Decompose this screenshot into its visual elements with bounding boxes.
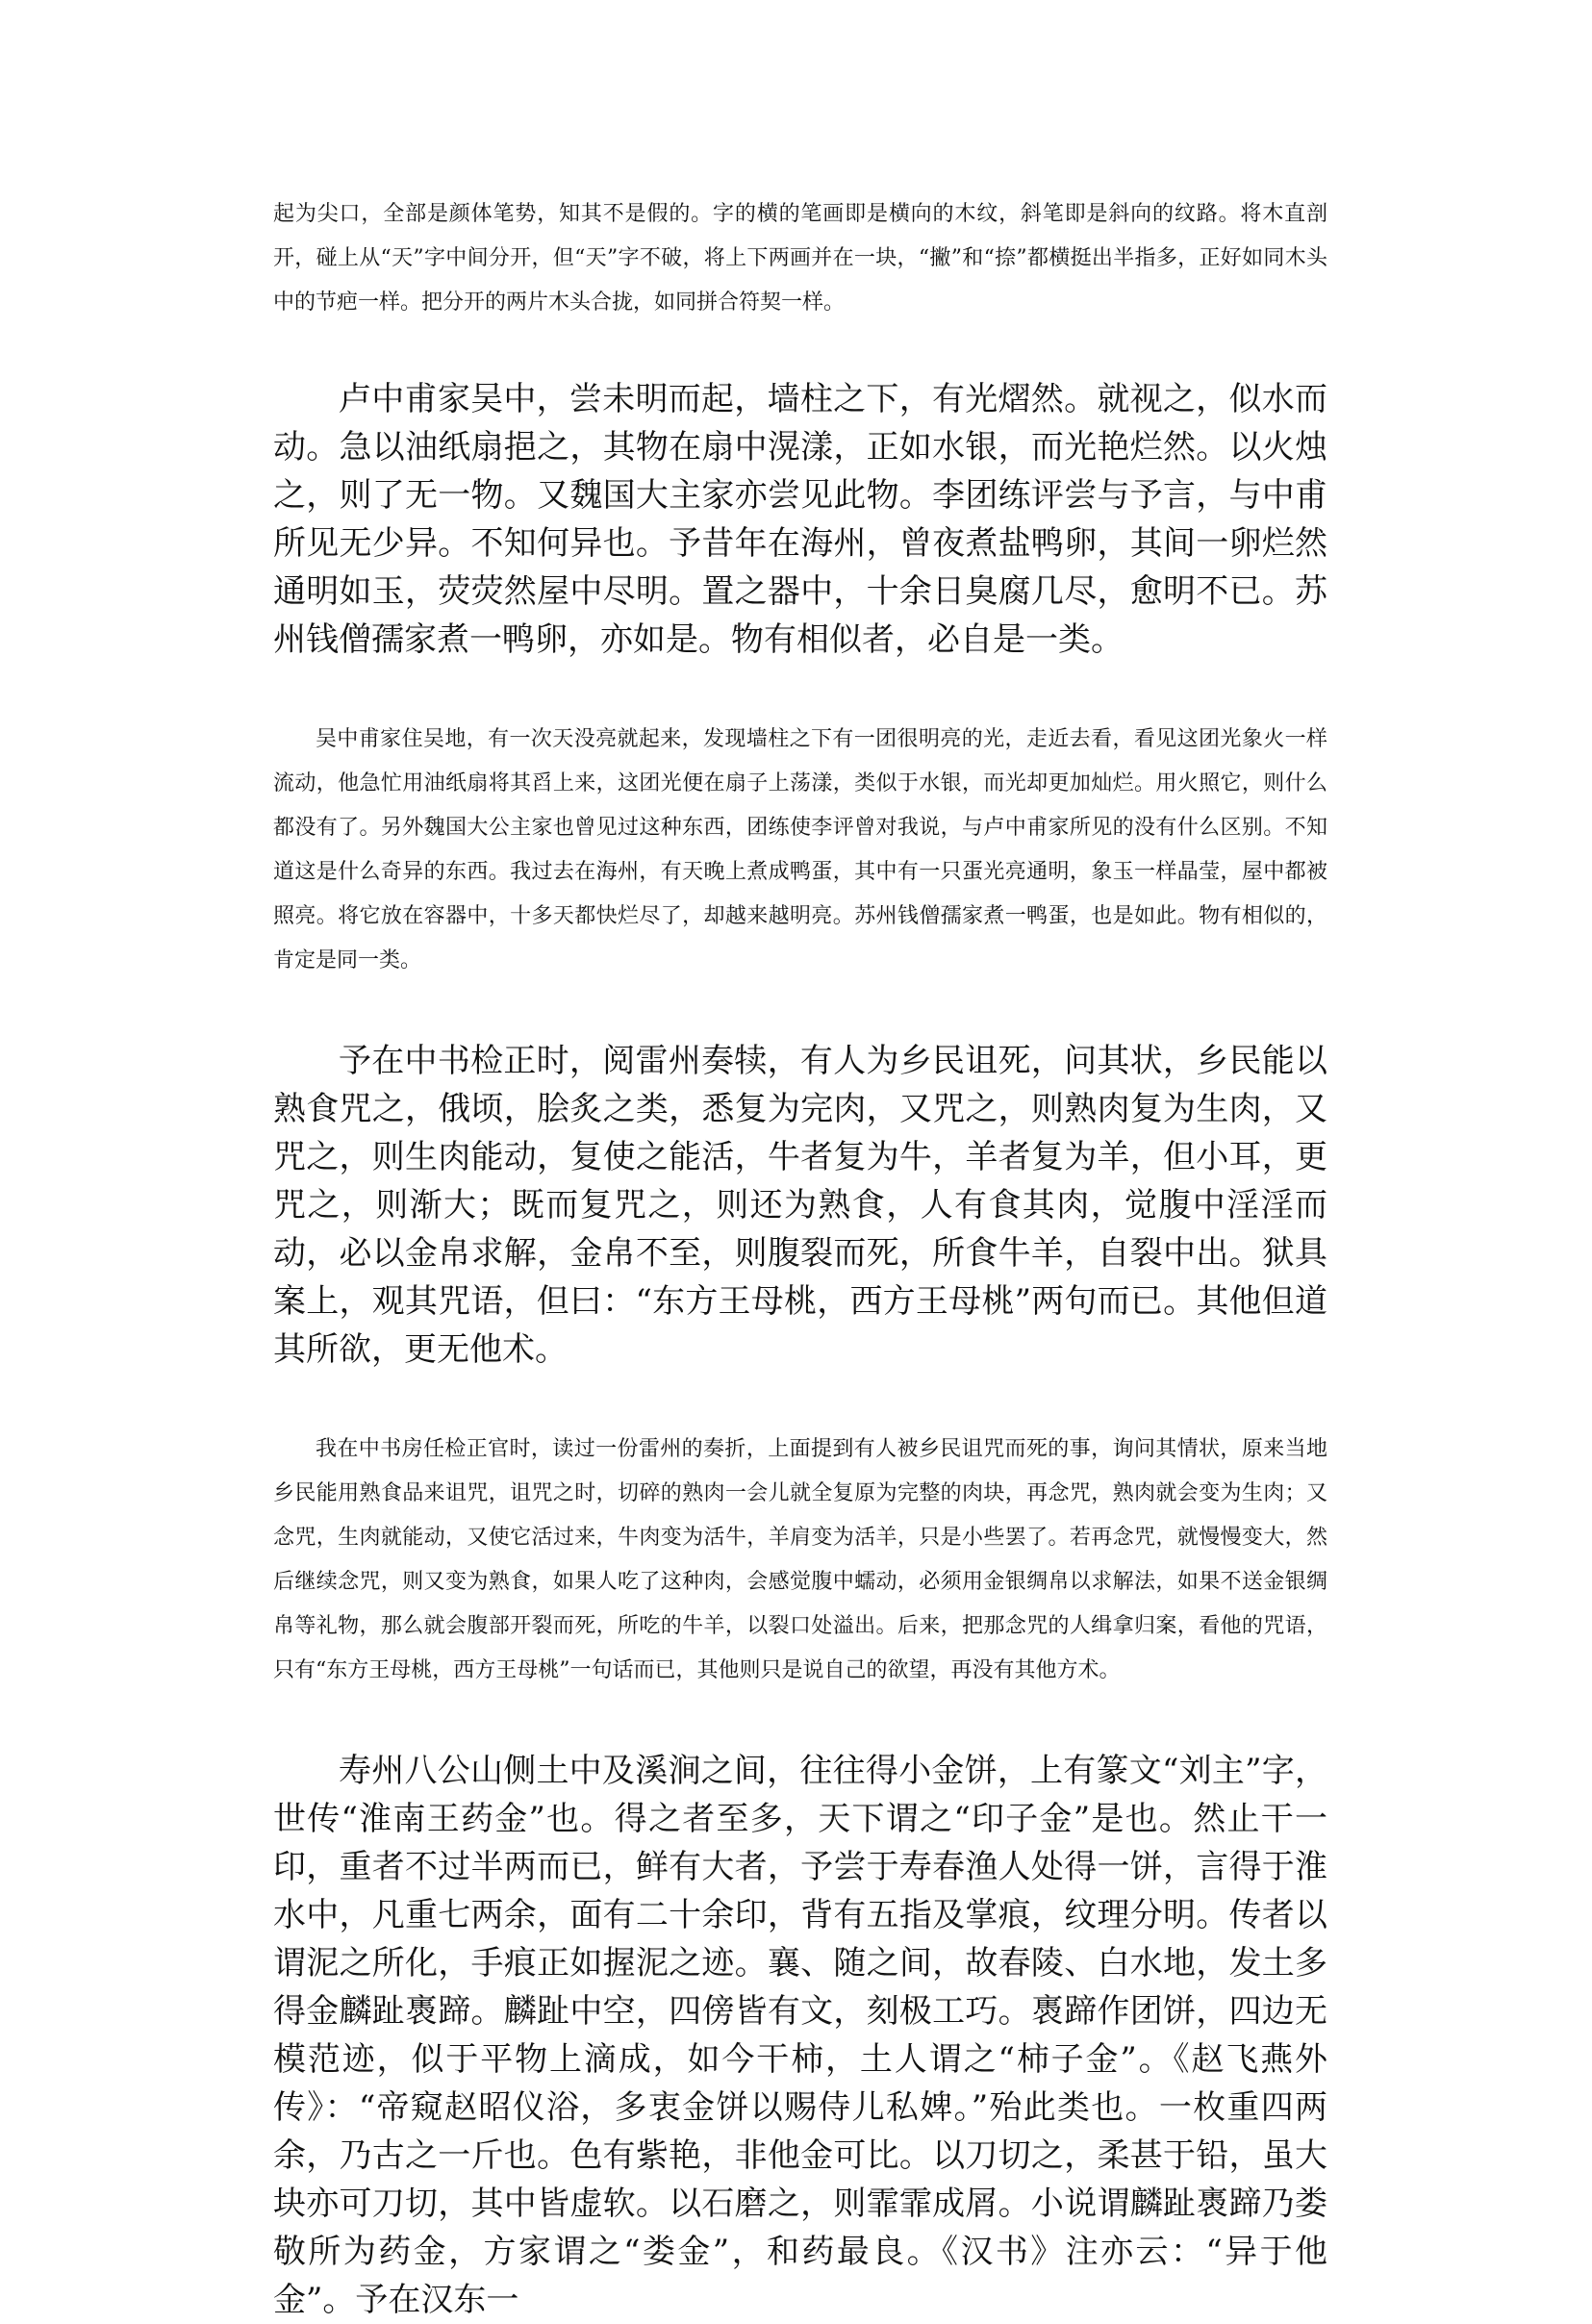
translation-paragraph-2: 吴中甫家住吴地，有一次天没亮就起来，发现墙柱之下有一团很明亮的光，走近去看，看见这团光象火一样流动，他急忙用油纸扇将其舀上来，这团光便在扇子上荡漾，类似于水银，而光却更加灿烂。用火照它，则什么都没有了。另外魏国大公主家也曾见过这种东西，团练使李评曾对我说，与卢中甫家所见的没有什么区别。不知道这是什么奇异的东西。我过去在海州，有天晚上煮成鸭蛋，其中有一只蛋光亮通明，象玉一样晶莹，屋中都被照亮。将它放在容器中，十多天都快烂尽了，却越来越明亮。苏州钱僧孺家煮一鸭蛋，也是如此。物有相似的，肯定是同一类。 [273, 727, 1327, 973]
document-page [273, 192, 1327, 2324]
original-paragraph-2: 予在中书检正时，阅雷州奏犊，有人为乡民诅死，问其状，乡民能以熟食咒之，俄顷，脍炙之类，悉复为完肉，又咒之，则熟肉复为生肉，又咒之，则生肉能动，复使之能活，牛者复为牛，羊者复为羊，但小耳，更咒之，则渐大；既而复咒之，则还为熟食，人有食其肉，觉腹中淫淫而动，必以金帛求解，金帛不至，则腹裂而死，所食牛羊，自裂中出。狱具案上，观其咒语，但曰：“东方王母桃，西方王母桃”两句而已。其他但道其所欲，更无他术。 [273, 1042, 1327, 1369]
original-paragraph-1: 卢中甫家吴中，尝未明而起，墙柱之下，有光熠然。就视之，似水而动。急以油纸扇挹之，其物在扇中滉漾，正如水银，而光艳烂然。以火烛之，则了无一物。又魏国大主家亦尝见此物。李团练评尝与予言，与中甫所见无少异。不知何异也。予昔年在海州，曾夜煮盐鸭卵，其间一卵烂然通明如玉，荧荧然屋中尽明。置之器中，十余日臭腐几尽，愈明不已。苏州钱僧孺家煮一鸭卵，亦如是。物有相似者，必自是一类。 [273, 380, 1327, 659]
translation-paragraph-3: 我在中书房任检正官时，读过一份雷州的奏折，上面提到有人被乡民诅咒而死的事，询问其情状，原来当地乡民能用熟食品来诅咒，诅咒之时，切碎的熟肉一会儿就全复原为完整的肉块，再念咒，熟肉就会变为生肉；又念咒，生肉就能动，又使它活过来，牛肉变为活牛，羊肩变为活羊，只是小些罢了。若再念咒，就慢慢变大，然后继续念咒，则又变为熟食，如果人吃了这种肉，会感觉腹中蠕动，必须用金银绸帛以求解法，如果不送金银绸帛等礼物，那么就会腹部开裂而死，所吃的牛羊，以裂口处溢出。后来，把那念咒的人缉拿归案，看他的咒语，只有“东方王母桃，西方王母桃”一句话而已，其他则只是说自己的欲望，再没有其他方术。 [273, 1437, 1327, 1682]
translation-paragraph-1: 起为尖口，全部是颜体笔势，知其不是假的。字的横的笔画即是横向的木纹，斜笔即是斜向的纹路。将木直剖开，碰上从“天”字中间分开，但“天”字不破，将上下两画并在一块，“撇”和“捺”都横挺出半指多，正好如同木头中的节疤一样。把分开的两片木头合拢，如同拼合符契一样。 [273, 202, 1327, 315]
original-paragraph-3: 寿州八公山侧土中及溪涧之间，往往得小金饼，上有篆文“刘主”字，世传“淮南王药金”也。得之者至多，天下谓之“印子金”是也。然止干一印，重者不过半两而已，鲜有大者，予尝于寿春渔人处得一饼，言得于淮水中，凡重七两余，面有二十余印，背有五指及掌痕，纹理分明。传者以谓泥之所化，手痕正如握泥之迹。襄、随之间，故春陵、白水地，发土多得金麟趾褭蹄。麟趾中空，四傍皆有文，刻极工巧。褭蹄作团饼，四边无模范迹，似于平物上滴成，如今干柿，土人谓之“柿子金”。《赵飞燕外传》：“帝窥赵昭仪浴，多衷金饼以赐侍儿私婢。”殆此类也。一枚重四两余，乃古之一斤也。色有紫艳，非他金可比。以刀切之，柔甚于铅，虽大块亦可刀切，其中皆虚软。以石磨之，则霏霏成屑。小说谓麟趾褭蹄乃娄敬所为药金，方家谓之“娄金”，和药最良。《汉书》注亦云：“异于他金”。予在汉东一 [273, 1752, 1327, 2319]
